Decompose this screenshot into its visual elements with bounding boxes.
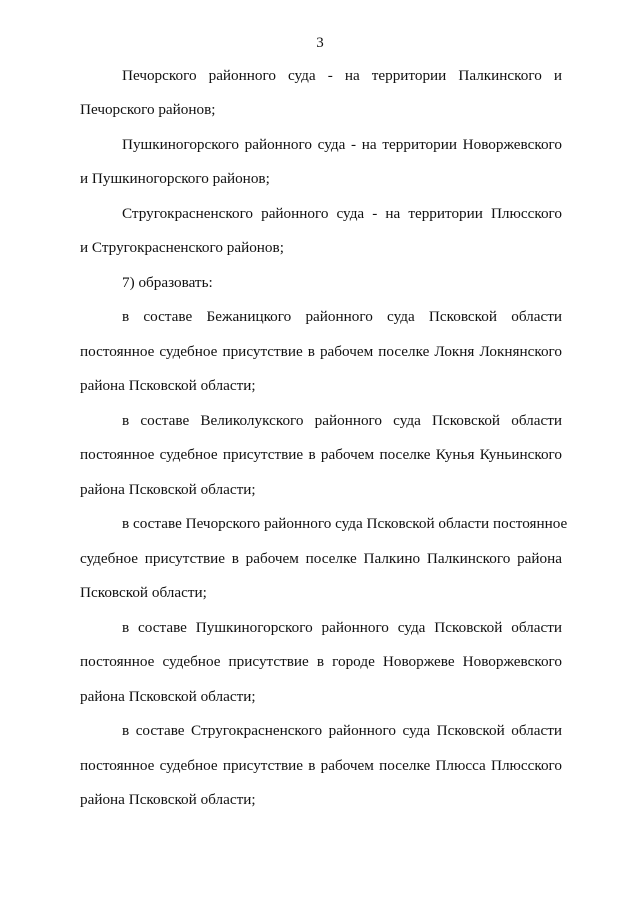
text-line: постоянное судебное присутствие в рабочем поселке Плюсса Плюсского (80, 757, 562, 774)
text-line: 7) образовать: (122, 274, 213, 291)
text-line: в составе Стругокрасненского районного суда Псковской области (122, 722, 562, 739)
text-line: постоянное судебное присутствие в городе Новоржеве Новоржевского (80, 653, 562, 670)
text-line: Псковской области; (80, 584, 207, 601)
text-line: района Псковской области; (80, 791, 256, 808)
text-line: Печорского районов; (80, 101, 216, 118)
page-number: 3 (316, 35, 324, 51)
text-line: Стругокрасненского районного суда - на территории Плюсского (122, 205, 562, 222)
text-line: района Псковской области; (80, 481, 256, 498)
text-line: в составе Бежаницкого районного суда Псковской области (122, 308, 562, 325)
text-line: и Пушкиногорского районов; (80, 170, 270, 187)
text-line: постоянное судебное присутствие в рабочем поселке Кунья Куньинского (80, 446, 562, 463)
text-line: Печорского районного суда - на территории Палкинского и (122, 67, 562, 84)
text-line: и Стругокрасненского районов; (80, 239, 284, 256)
text-line: в составе Пушкиногорского районного суда Псковской области (122, 619, 562, 636)
text-line: района Псковской области; (80, 377, 256, 394)
text-line: судебное присутствие в рабочем поселке Палкино Палкинского района (80, 550, 562, 567)
text-line: в составе Печорского районного суда Псковской области постоянное (122, 515, 568, 532)
text-line: постоянное судебное присутствие в рабочем поселке Локня Локнянского (80, 343, 562, 360)
text-line: района Псковской области; (80, 688, 256, 705)
text-line: в составе Великолукского районного суда Псковской области (122, 412, 562, 429)
text-line: Пушкиногорского районного суда - на территории Новоржевского (122, 136, 562, 153)
